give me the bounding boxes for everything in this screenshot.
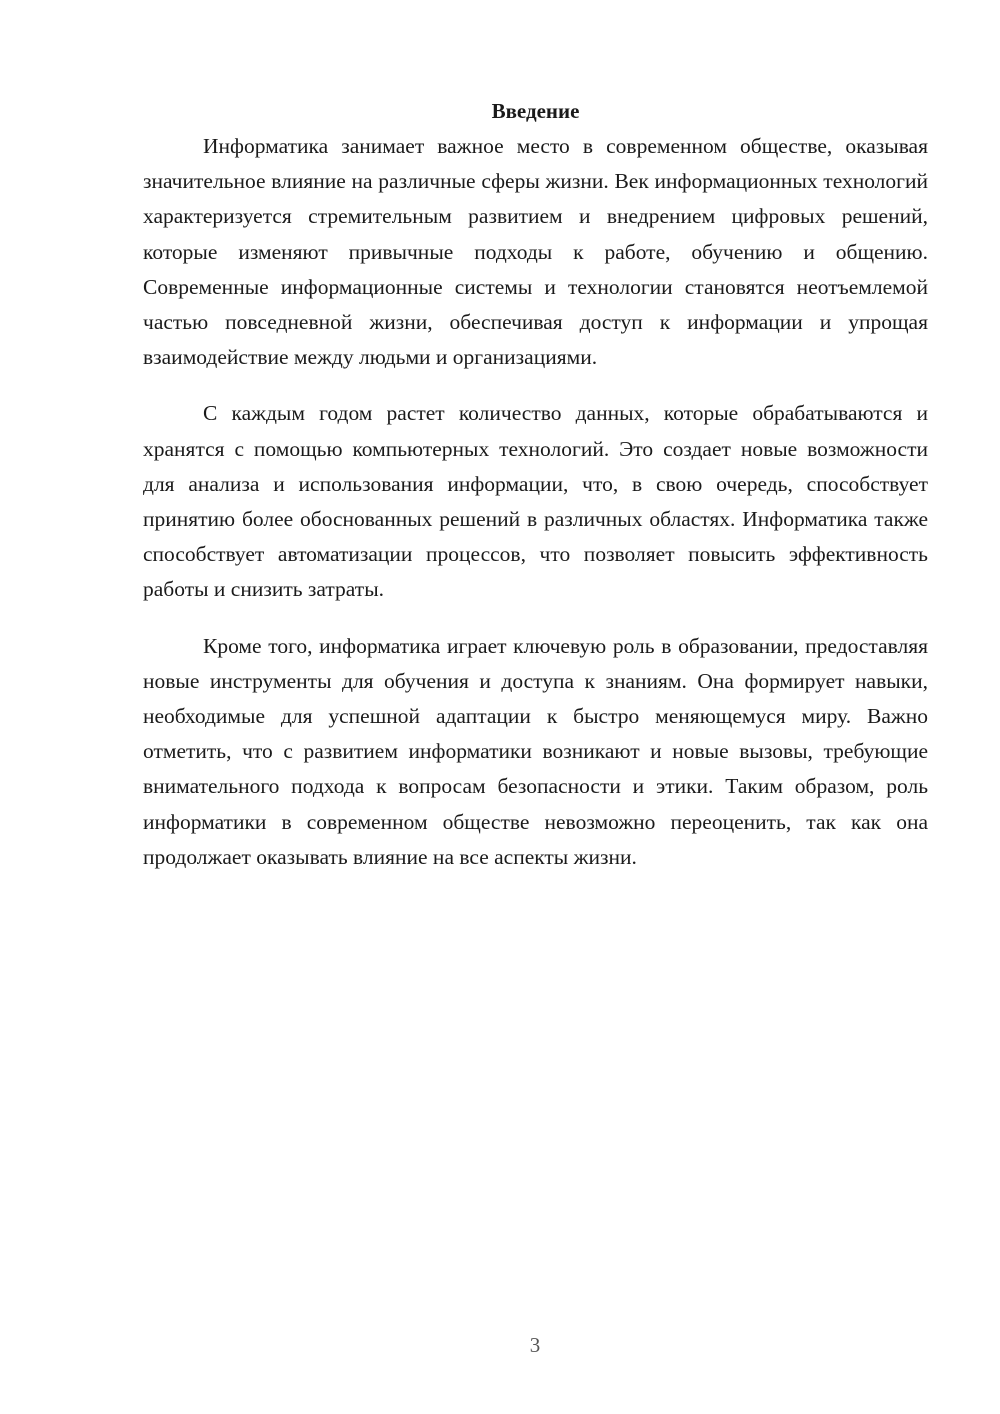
page-number: 3 — [529, 1333, 541, 1357]
section-heading: Введение — [491, 99, 580, 123]
paragraph-1: Информатика занимает важное место в современном обществе, оказывая значительное влияние на различные сферы жизни. Век информационных технологий характеризуется стремительным развитием и внедрением цифровых решений, которые изменяют привычные подходы к работе, обучению и общению. Современные информационные системы и технологии становятся неотъемлемой частью повседневной жизни, обеспечивая доступ к информации и упрощая взаимодействие между людьми и организациями. — [143, 134, 928, 370]
page-content — [143, 95, 928, 896]
paragraph-3: Кроме того, информатика играет ключевую роль в образовании, предоставляя новые инструменты для обучения и доступа к знаниям. Она формирует навыки, необходимые для успешной адаптации к быстро меняющемуся миру. Важно отметить, что с развитием информатики возникают и новые вызовы, требующие внимательного подхода к вопросам безопасности и этики. Таким образом, роль информатики в современном обществе невозможно переоценить, так как она продолжает оказывать влияние на все аспекты жизни. — [143, 633, 928, 869]
paragraph-2: С каждым годом растет количество данных, которые обрабатываются и хранятся с помощью компьютерных технологий. Это создает новые возможности для анализа и использования информации, что, в свою очередь, способствует принятию более обоснованных решений в различных областях. Информатика также способствует автоматизации процессов, что позволяет повысить эффективность работы и снизить затраты. — [143, 401, 928, 602]
